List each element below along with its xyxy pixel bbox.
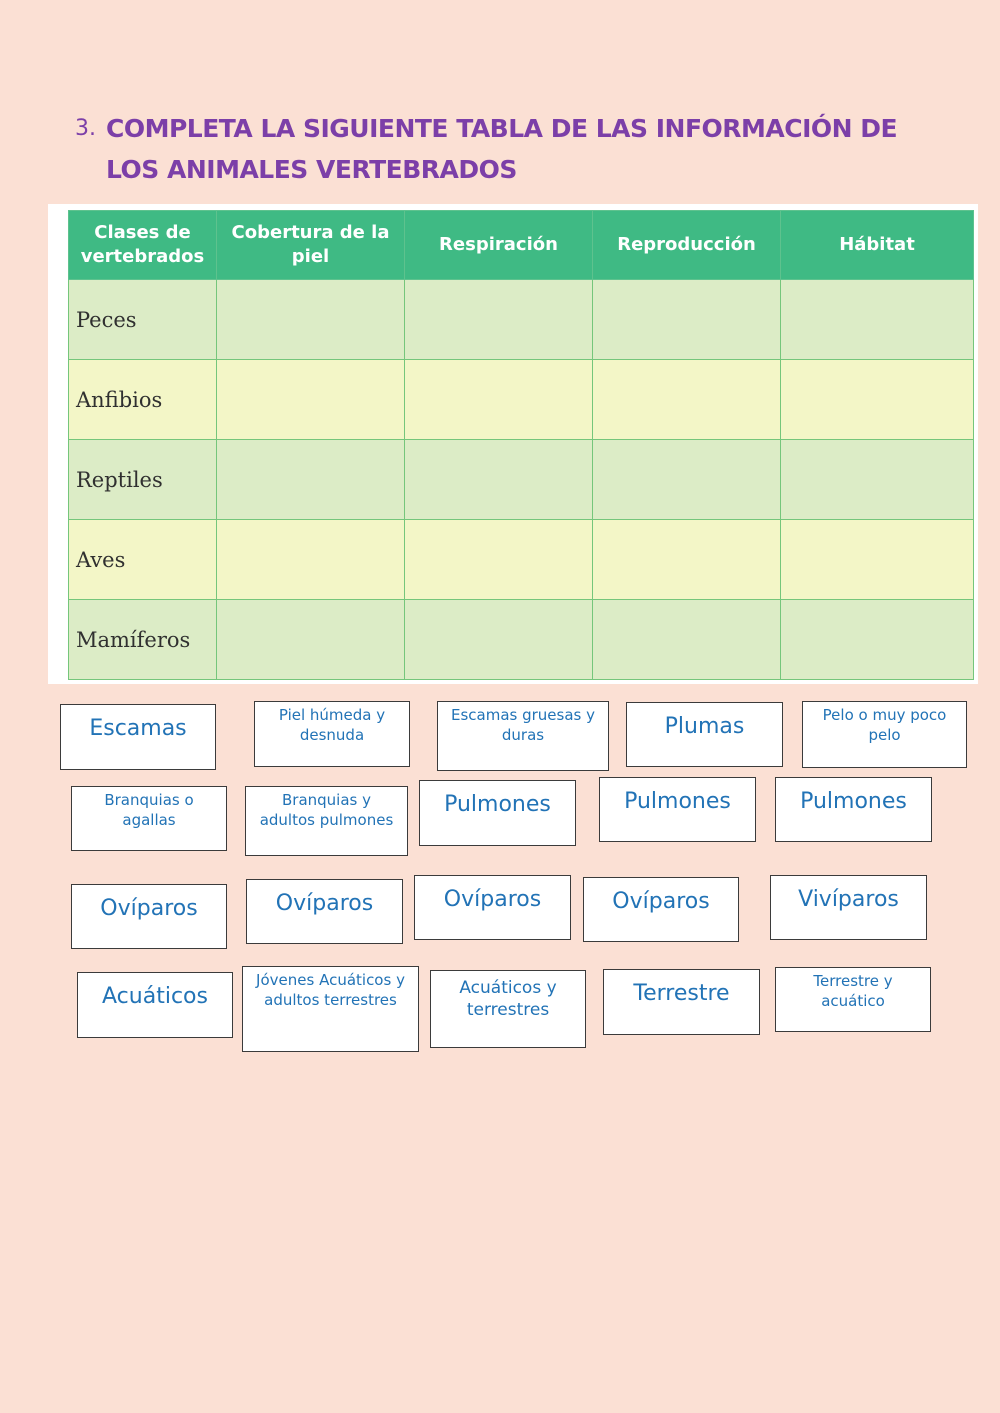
instruction: [75, 108, 935, 190]
question-text: COMPLETA LA SIGUIENTE TABLA DE LAS INFORMACIÓN DE LOS ANIMALES VERTEBRADOS: [106, 114, 898, 184]
header-cobertura: Cobertura de la piel: [217, 211, 405, 280]
answer-card[interactable]: Vivíparos: [770, 875, 927, 940]
header-clases: Clases de vertebrados: [69, 211, 217, 280]
question-number: 3.: [75, 116, 96, 141]
drop-cell[interactable]: [593, 600, 781, 680]
answer-card[interactable]: Ovíparos: [414, 875, 571, 940]
answer-card[interactable]: Ovíparos: [71, 884, 227, 949]
answer-card[interactable]: Branquias o agallas: [71, 786, 227, 851]
drop-cell[interactable]: [593, 440, 781, 520]
table-header-row: [69, 211, 974, 280]
row-label: Reptiles: [69, 440, 217, 520]
row-label: Peces: [69, 280, 217, 360]
table-row-reptiles: [69, 440, 974, 520]
header-reproduccion: Reproducción: [593, 211, 781, 280]
row-label: Mamíferos: [69, 600, 217, 680]
drop-cell[interactable]: [593, 280, 781, 360]
drop-cell[interactable]: [405, 600, 593, 680]
drop-cell[interactable]: [405, 440, 593, 520]
answer-card[interactable]: Pulmones: [419, 780, 576, 846]
drop-cell[interactable]: [405, 360, 593, 440]
row-label: Anfibios: [69, 360, 217, 440]
answer-card[interactable]: Pulmones: [775, 777, 932, 842]
drop-cell[interactable]: [781, 280, 974, 360]
answer-card[interactable]: Escamas: [60, 704, 216, 770]
drop-cell[interactable]: [593, 360, 781, 440]
answer-card[interactable]: Terrestre y acuático: [775, 967, 931, 1032]
drop-cell[interactable]: [217, 280, 405, 360]
table-row-mamiferos: [69, 600, 974, 680]
answer-card[interactable]: Terrestre: [603, 969, 760, 1035]
answer-card[interactable]: Pulmones: [599, 777, 756, 842]
table-row-peces: [69, 280, 974, 360]
drop-cell[interactable]: [405, 520, 593, 600]
drop-cell[interactable]: [593, 520, 781, 600]
drop-cell[interactable]: [217, 440, 405, 520]
drop-cell[interactable]: [217, 360, 405, 440]
table-row-aves: [69, 520, 974, 600]
answer-card[interactable]: Ovíparos: [583, 877, 739, 942]
answer-card[interactable]: Acuáticos: [77, 972, 233, 1038]
header-respiracion: Respiración: [405, 211, 593, 280]
drop-cell[interactable]: [781, 600, 974, 680]
answer-card[interactable]: Escamas gruesas y duras: [437, 701, 609, 771]
answer-card[interactable]: Piel húmeda y desnuda: [254, 701, 410, 767]
row-label: Aves: [69, 520, 217, 600]
answer-card[interactable]: Jóvenes Acuáticos y adultos terrestres: [242, 966, 419, 1052]
table-row-anfibios: [69, 360, 974, 440]
header-habitat: Hábitat: [781, 211, 974, 280]
table-frame: [48, 204, 978, 684]
answer-card[interactable]: Acuáticos y terrestres: [430, 970, 586, 1048]
drop-cell[interactable]: [781, 520, 974, 600]
drop-cell[interactable]: [217, 600, 405, 680]
drop-cell[interactable]: [405, 280, 593, 360]
drop-cell[interactable]: [781, 360, 974, 440]
vertebrates-table: [68, 210, 974, 680]
answer-card[interactable]: Plumas: [626, 702, 783, 767]
answer-card[interactable]: Ovíparos: [246, 879, 403, 944]
answer-card[interactable]: Pelo o muy poco pelo: [802, 701, 967, 768]
drop-cell[interactable]: [217, 520, 405, 600]
drop-cell[interactable]: [781, 440, 974, 520]
answer-card[interactable]: Branquias y adultos pulmones: [245, 786, 408, 856]
